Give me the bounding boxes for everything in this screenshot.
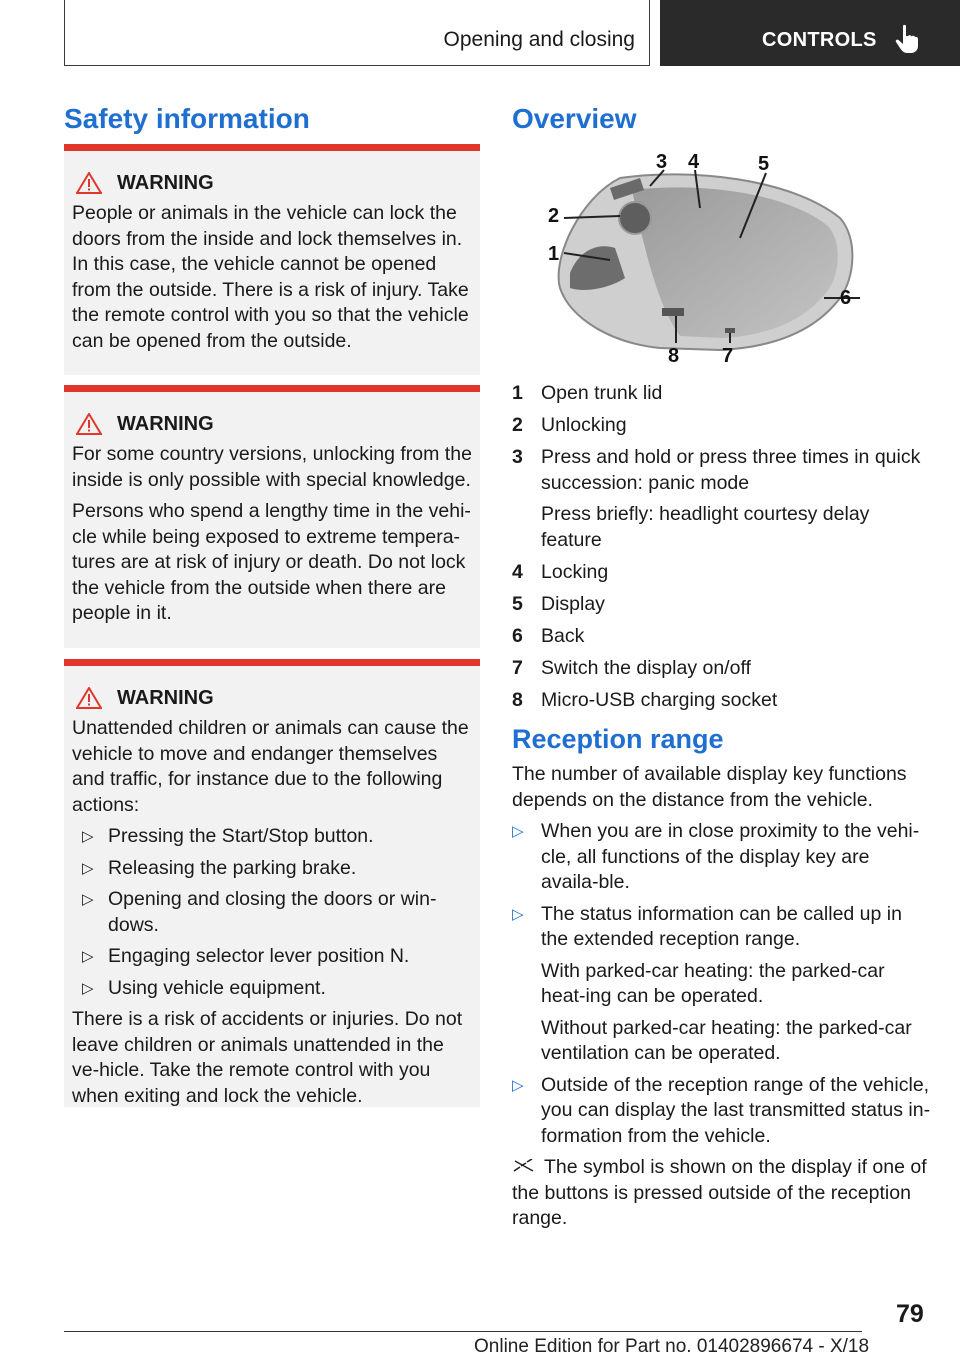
pointing-hand-icon — [894, 24, 920, 54]
reception-body — [512, 762, 932, 1232]
list-item: ▷ Pressing the Start/Stop button. — [72, 824, 472, 850]
callout-8: 8 — [668, 345, 680, 367]
list-item: 5 Display — [512, 592, 605, 615]
list-item: 2 Unlocking — [512, 414, 627, 436]
warning-triangle-icon — [76, 172, 102, 194]
callout-4: 4 — [688, 151, 700, 173]
footer-edition: Online Edition for Part no. 01402896674 - X/18 — [474, 1336, 870, 1357]
list-item: ▷ The status information can be called up in the extended reception range. With parked-car heating: the parked-car heat-ing can be operated. Without parked-car heating: the parked-car ventilation can be operated. — [512, 902, 912, 1064]
triangle-bullet-icon: ▷ — [512, 823, 524, 840]
symbol-note: The symbol is shown on the display if one of the buttons is pressed outside of the reception range. — [512, 1156, 927, 1229]
triangle-bullet-icon: ▷ — [82, 979, 94, 997]
callout-7: 7 — [722, 345, 734, 367]
warning-triangle-icon — [76, 413, 102, 435]
reception-intro: The number of available display key functions depends on the distance from the vehicle. — [512, 763, 907, 811]
warning-text: There is a risk of accidents or injuries. Do not leave children or animals unattended in the ve-hicle. Take the remote control with you when exiting and lock the vehicle. — [72, 1008, 463, 1107]
list-item: ▷ Releasing the parking brake. — [72, 856, 472, 882]
list-item: 4 Locking — [512, 560, 609, 583]
warning-box-2 — [64, 385, 480, 648]
callout-2: 2 — [548, 205, 560, 227]
warning-text: For some country versions, unlocking from the inside is only possible with special knowledge. — [72, 443, 472, 491]
callout-1: 1 — [548, 243, 560, 265]
safety-heading: Safety information — [64, 103, 310, 134]
callout-3: 3 — [656, 151, 668, 173]
list-item: 6 Back — [512, 624, 585, 647]
header-chapter-tab — [660, 0, 960, 66]
list-item: ▷ Outside of the reception range of the vehicle, you can display the last transmitted status in-formation from the vehicle. — [512, 1073, 931, 1147]
warning-title: WARNING — [76, 171, 472, 195]
warning-text: Unattended children or animals can cause the vehicle to move and endanger themselves and traffic, for instance due to the following actions: — [72, 717, 469, 816]
list-item: ▷ Opening and closing the doors or win-dows. — [82, 888, 437, 936]
warning-text: Persons who spend a lengthy time in the vehi-cle while being exposed to extreme tempera-tures are at risk of injury or death. Do not lock the vehicle from the outside when there are people in it. — [72, 500, 471, 624]
list-item: ▷ Using vehicle equipment. — [72, 976, 472, 1002]
warning-box-3 — [64, 659, 480, 1107]
overview-heading: Overview — [512, 103, 637, 134]
display-key-illustration — [540, 148, 860, 370]
callout-5: 5 — [758, 153, 770, 175]
header-section-title: Opening and closing — [443, 28, 635, 51]
list-item: ▷ When you are in close proximity to the vehi-cle, all functions of the display key are availa-ble. — [512, 820, 920, 893]
list-item: 1 Open trunk lid — [512, 382, 663, 404]
warning-title: WARNING — [76, 686, 472, 710]
warning-title: WARNING — [76, 412, 472, 436]
warning-bullet-list — [72, 824, 472, 1001]
triangle-bullet-icon: ▷ — [512, 905, 524, 923]
header-chapter-title: CONTROLS — [762, 29, 877, 51]
callout-6: 6 — [840, 287, 852, 309]
triangle-bullet-icon: ▷ — [82, 828, 94, 845]
page-number: 79 — [896, 1300, 924, 1328]
list-item: 3 Press and hold or press three times in quick succession: panic mode Press briefly: headlight courtesy delay feature — [512, 446, 921, 551]
triangle-bullet-icon: ▷ — [82, 891, 94, 908]
triangle-bullet-icon: ▷ — [82, 859, 94, 877]
footer-divider — [64, 1331, 862, 1332]
out-of-range-icon — [512, 1159, 536, 1173]
header-section-box — [64, 0, 650, 66]
warning-box-1 — [64, 144, 480, 375]
list-item: 7 Switch the display on/off — [512, 656, 751, 679]
reception-bullet-list — [512, 819, 932, 1149]
triangle-bullet-icon: ▷ — [512, 1076, 524, 1094]
list-item: ▷ Engaging selector lever position N. — [72, 944, 472, 970]
warning-triangle-icon — [76, 687, 102, 709]
warning-text: People or animals in the vehicle can lock the doors from the inside and lock themselves in. In this case, the vehicle cannot be opened from the outside. There is a risk of injury. Take the remote control with you so that the vehicle can be opened from the outside. — [72, 202, 469, 352]
list-item: 8 Micro-USB charging socket — [512, 688, 778, 711]
overview-legend-list — [512, 381, 932, 720]
reception-heading: Reception range — [512, 724, 724, 754]
triangle-bullet-icon: ▷ — [82, 948, 94, 965]
